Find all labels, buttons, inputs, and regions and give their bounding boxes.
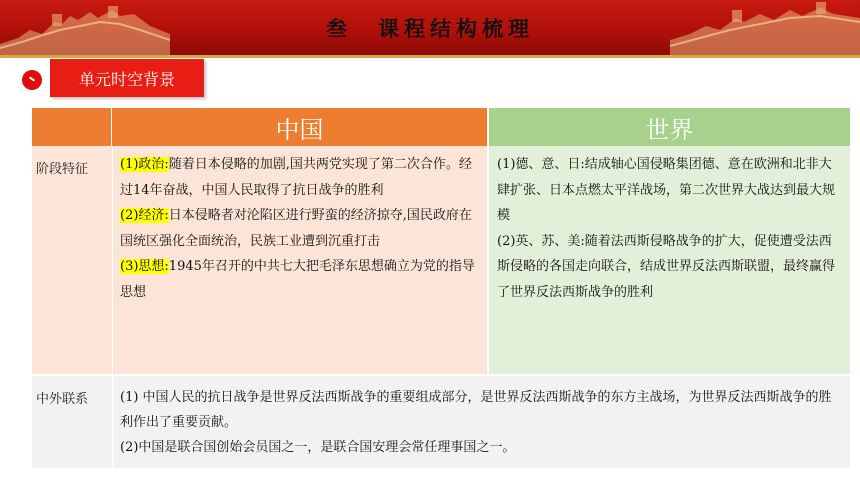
world-stage-content [489, 146, 850, 374]
world-item-allies: (2)英、苏、美:随着法西斯侵略战争的扩大，促使遭受法西斯侵略的各国走向联合，结成世界反法西斯联盟，最终赢得了世界反法西斯战争的胜利 [497, 233, 836, 300]
summary-table [32, 108, 850, 468]
relation-item-2: (2)中国是联合国创始会员国之一，是联合国安理会常任理事国之一。 [120, 440, 516, 455]
china-item-economy: (2)经济:日本侵略者对沦陷区进行野蛮的经济掠夺,国民政府在国统区强化全面统治，民族工业遭到沉重打击 [120, 208, 472, 249]
section-label: 单元时空背景 [50, 59, 204, 97]
table-corner-cell [32, 108, 112, 146]
header-banner [0, 0, 860, 55]
world-item-axis: (1)德、意、日:结成轴心国侵略集团德、意在欧洲和北非大肆扩张、日本点燃太平洋战场，第二次世界大战达到最大规模 [497, 157, 836, 223]
page-title: 叁 课程结构梳理 [326, 17, 534, 41]
china-item-thought-tag: (3)思想: [120, 259, 169, 274]
china-item-politics-tag: (1)政治: [120, 157, 169, 172]
row-label-stage: 阶段特征 [32, 146, 112, 374]
header-divider [0, 55, 860, 58]
china-stage-content [112, 146, 489, 374]
china-item-politics: (1)政治:随着日本侵略的加剧,国共两党实现了第二次合作。经过14年奋战，中国人民取得了抗日战争的胜利 [120, 157, 472, 198]
great-wall-right-decoration [670, 0, 860, 55]
china-item-thought: (3)思想:1945年召开的中共七大把毛泽东思想确立为党的指导思想 [120, 259, 475, 300]
relation-content [112, 374, 850, 468]
section-bullet-icon [22, 70, 42, 90]
relation-item-1: (1) 中国人民的抗日战争是世界反法西斯战争的重要组成部分，是世界反法西斯战争的东方主战场，为世界反法西斯战争的胜利作出了重要贡献。 [120, 390, 832, 430]
column-header-china: 中国 [112, 108, 489, 146]
row-label-relation: 中外联系 [32, 374, 112, 468]
column-header-world: 世界 [489, 108, 850, 146]
china-item-economy-tag: (2)经济: [120, 208, 169, 223]
